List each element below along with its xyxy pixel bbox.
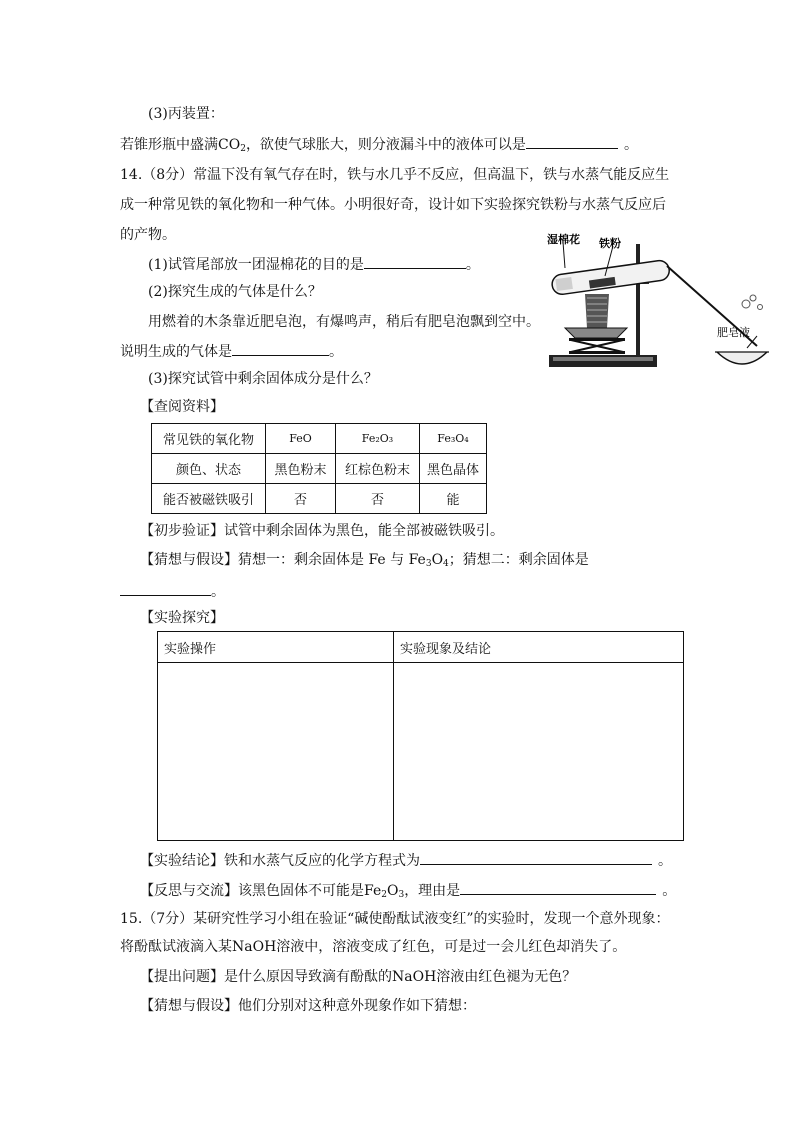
guess-sub2: 4 (443, 559, 449, 569)
operation-answer-cell[interactable] (158, 663, 394, 841)
table-row (152, 454, 487, 484)
reflection-line (140, 880, 676, 901)
answer-blank[interactable] (120, 581, 211, 596)
stand-rod (636, 244, 640, 356)
answer-blank[interactable] (460, 880, 656, 895)
apparatus-figure (547, 228, 773, 374)
col-operation-header: 实验操作 (158, 632, 394, 663)
table-cell: 黑色粉末 (266, 454, 336, 484)
answer-blank[interactable] (364, 254, 466, 269)
alcohol-lamp-mesh (585, 294, 609, 328)
q14-s1-text: (1)试管尾部放一团湿棉花的目的是 (148, 257, 364, 273)
label-soap: 肥皂液 (717, 326, 750, 339)
initial-verification: 【初步验证】试管中剩余固体为黑色，能全部被磁铁吸引。 (140, 523, 504, 539)
q14-s2: (2)探究生成的气体是什么？ (148, 284, 322, 300)
guess-sub1: 3 (425, 559, 432, 569)
hypothesis-answer (120, 581, 225, 602)
table-row (158, 663, 684, 841)
table-cell: FeO (266, 424, 336, 454)
p3-sub: 2 (240, 144, 246, 154)
q14-s3: (3)探究试管中剩余固体成分是什么？ (148, 371, 378, 387)
reflect-end: 。 (662, 883, 677, 899)
answer-blank[interactable] (526, 134, 618, 149)
table-cell: 否 (336, 484, 420, 514)
table-cell: 能否被磁铁吸引 (152, 484, 266, 514)
conclusion-text: 【实验结论】铁和水蒸气反应的化学方程式为 (140, 853, 420, 869)
q14-s1-end: 。 (465, 257, 480, 273)
q14-s2-conc-text: 说明生成的气体是 (120, 344, 232, 360)
q14-line1: 14.（8分）常温下没有氧气存在时，铁与水几乎不反应，但高温下，铁与水蒸气能反应生 (120, 167, 670, 183)
guess-text-b: ；猜想二：剩余固体是 (448, 552, 589, 568)
label-cotton: 湿棉花 (547, 233, 580, 246)
reflect-o: O (386, 883, 399, 899)
q14-s1 (148, 254, 480, 275)
answer-blank[interactable] (420, 850, 652, 865)
q14-line2: 成一种常见铁的氧化物和一种气体。小明很好奇，设计如下实验探究铁粉与水蒸气反应后 (120, 197, 666, 213)
q15-line2: 将酚酞试液滴入某NaOH溶液中，溶液变成了红色，可是过一会儿红色却消失了。 (120, 939, 627, 955)
experiment-table (157, 631, 684, 841)
q14-s2-conc (120, 341, 343, 362)
q15-question: 【提出问题】是什么原因导致滴有酚酞的NaOH溶液由红色褪为无色？ (140, 969, 577, 985)
reflect-text-b: ，理由是 (404, 883, 461, 899)
p3-question (120, 134, 638, 155)
info-title: 【查阅资料】 (140, 399, 224, 415)
table-cell: Fe₃O₄ (420, 424, 487, 454)
guess-o: O (431, 552, 444, 568)
reflect-sub2: 3 (398, 890, 405, 900)
table-cell: 颜色、状态 (152, 454, 266, 484)
table-cell: 黑色晶体 (420, 454, 487, 484)
wet-cotton (555, 277, 573, 291)
hypothesis-line (140, 550, 589, 570)
conclusion-line (140, 850, 672, 871)
label-iron: 铁粉 (599, 237, 621, 250)
iron-oxide-table (151, 423, 487, 514)
conclusion-end: 。 (658, 853, 672, 869)
p3-text-a: 若锥形瓶中盛满CO (120, 137, 241, 153)
evaporating-dish (717, 352, 767, 364)
guess-end: 。 (211, 584, 225, 600)
table-row (152, 484, 487, 514)
result-answer-cell[interactable] (394, 663, 684, 841)
table-cell: 常见铁的氧化物 (152, 424, 266, 454)
reflect-sub1: 2 (381, 890, 387, 900)
p3-label: (3)丙装置： (148, 106, 224, 122)
q14-line3: 的产物。 (120, 227, 176, 243)
q14-s2-end: 。 (329, 344, 343, 360)
table-cell: 否 (266, 484, 336, 514)
p3-end: 。 (623, 137, 638, 153)
guess-text-a: 【猜想与假设】猜想一：剩余固体是 Fe 与 Fe (140, 552, 426, 568)
table-cell: Fe₂O₃ (336, 424, 420, 454)
p3-text-b: ，欲使气球胀大，则分液漏斗中的液体可以是 (245, 137, 526, 153)
q15-line1: 15.（7分）某研究性学习小组在验证“碱使酚酞试液变红”的实验时，发现一个意外现象： (120, 911, 670, 927)
explore-title: 【实验探究】 (140, 610, 224, 626)
table-row (158, 632, 684, 663)
col-result-header: 实验现象及结论 (394, 632, 684, 663)
q14-s2-obs: 用燃着的木条靠近肥皂泡，有爆鸣声，稍后有肥皂泡飘到空中。 (148, 314, 540, 330)
q15-hypothesis: 【猜想与假设】他们分别对这种意外现象作如下猜想： (140, 998, 476, 1014)
table-cell: 能 (420, 484, 487, 514)
lab-jack (571, 340, 623, 352)
answer-blank[interactable] (232, 341, 329, 356)
reflect-text-a: 【反思与交流】该黑色固体不可能是Fe (140, 883, 382, 899)
table-cell: 红棕色粉末 (336, 454, 420, 484)
table-row (152, 424, 487, 454)
